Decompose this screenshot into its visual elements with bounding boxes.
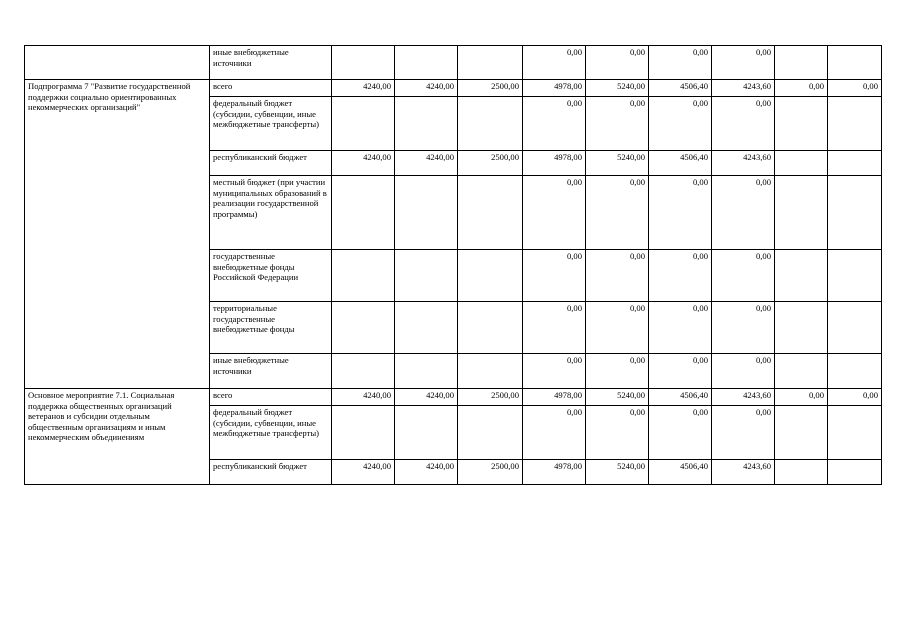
value-cell: [332, 250, 395, 302]
value-cell: 0,00: [586, 97, 649, 151]
value-cell: [458, 176, 523, 250]
value-cell: 4240,00: [395, 80, 458, 97]
funding-source-cell: федеральный бюджет (субсидии, субвенции, иные межбюджетные трансферты): [210, 97, 332, 151]
value-cell: 2500,00: [458, 80, 523, 97]
value-cell: 0,00: [712, 97, 775, 151]
value-cell: [458, 354, 523, 389]
value-cell: 0,00: [712, 46, 775, 80]
value-cell: [775, 97, 828, 151]
value-cell: [828, 354, 882, 389]
value-cell: [775, 354, 828, 389]
value-cell: 0,00: [586, 354, 649, 389]
value-cell: [775, 406, 828, 460]
value-cell: 4243,60: [712, 80, 775, 97]
value-cell: 4506,40: [649, 389, 712, 406]
value-cell: 4978,00: [523, 389, 586, 406]
value-cell: 4240,00: [395, 460, 458, 485]
value-cell: 0,00: [586, 302, 649, 354]
value-cell: [395, 97, 458, 151]
value-cell: 0,00: [586, 250, 649, 302]
value-cell: 0,00: [775, 80, 828, 97]
value-cell: 0,00: [712, 354, 775, 389]
value-cell: [828, 97, 882, 151]
value-cell: 0,00: [586, 406, 649, 460]
value-cell: [775, 250, 828, 302]
funding-source-cell: республиканский бюджет: [210, 460, 332, 485]
value-cell: 2500,00: [458, 389, 523, 406]
funding-source-cell: иные внебюджетные источники: [210, 354, 332, 389]
funding-source-cell: федеральный бюджет (субсидии, субвенции, иные межбюджетные трансферты): [210, 406, 332, 460]
value-cell: [828, 176, 882, 250]
value-cell: 4506,40: [649, 151, 712, 176]
value-cell: 4240,00: [332, 80, 395, 97]
value-cell: 0,00: [649, 354, 712, 389]
program-name-cell: Основное мероприятие 7.1. Социальная поддержка общественных организаций ветеранов и субсидии отдельным общественным организациям и иным некоммерческим объединениям: [25, 389, 210, 485]
value-cell: [775, 46, 828, 80]
funding-source-cell: государственные внебюджетные фонды Российской Федерации: [210, 250, 332, 302]
value-cell: 5240,00: [586, 80, 649, 97]
value-cell: [458, 97, 523, 151]
program-name-cell: [25, 46, 210, 80]
value-cell: 0,00: [586, 46, 649, 80]
value-cell: 0,00: [523, 354, 586, 389]
value-cell: [828, 460, 882, 485]
value-cell: [775, 176, 828, 250]
value-cell: 4978,00: [523, 460, 586, 485]
funding-source-cell: территориальные государственные внебюджетные фонды: [210, 302, 332, 354]
table-body: [25, 46, 882, 485]
value-cell: 0,00: [523, 97, 586, 151]
value-cell: 0,00: [586, 176, 649, 250]
value-cell: [775, 302, 828, 354]
value-cell: 4243,60: [712, 389, 775, 406]
value-cell: 0,00: [712, 406, 775, 460]
value-cell: 2500,00: [458, 151, 523, 176]
value-cell: [395, 176, 458, 250]
value-cell: 4978,00: [523, 151, 586, 176]
value-cell: 0,00: [828, 389, 882, 406]
value-cell: [332, 176, 395, 250]
value-cell: 4240,00: [332, 151, 395, 176]
value-cell: 4240,00: [395, 151, 458, 176]
value-cell: 4506,40: [649, 80, 712, 97]
value-cell: 0,00: [649, 176, 712, 250]
value-cell: [828, 46, 882, 80]
value-cell: 0,00: [523, 46, 586, 80]
value-cell: [828, 250, 882, 302]
value-cell: [395, 406, 458, 460]
value-cell: 5240,00: [586, 389, 649, 406]
value-cell: [332, 406, 395, 460]
value-cell: 0,00: [712, 250, 775, 302]
value-cell: [395, 250, 458, 302]
value-cell: 4243,60: [712, 460, 775, 485]
funding-source-cell: республиканский бюджет: [210, 151, 332, 176]
value-cell: 0,00: [712, 302, 775, 354]
funding-source-cell: всего: [210, 389, 332, 406]
value-cell: [332, 302, 395, 354]
value-cell: 4240,00: [395, 389, 458, 406]
value-cell: 0,00: [828, 80, 882, 97]
value-cell: 0,00: [523, 302, 586, 354]
value-cell: [458, 406, 523, 460]
funding-source-cell: местный бюджет (при участии муниципальных образований в реализации государственной программы): [210, 176, 332, 250]
value-cell: 0,00: [775, 389, 828, 406]
funding-source-cell: всего: [210, 80, 332, 97]
value-cell: 4240,00: [332, 460, 395, 485]
value-cell: [332, 46, 395, 80]
value-cell: 0,00: [649, 406, 712, 460]
value-cell: 4240,00: [332, 389, 395, 406]
value-cell: 5240,00: [586, 460, 649, 485]
value-cell: 4506,40: [649, 460, 712, 485]
budget-table: [24, 45, 882, 485]
value-cell: [775, 460, 828, 485]
value-cell: [828, 151, 882, 176]
value-cell: [458, 302, 523, 354]
value-cell: 4978,00: [523, 80, 586, 97]
value-cell: [458, 46, 523, 80]
table-row: [25, 389, 882, 406]
value-cell: [775, 151, 828, 176]
table-row: [25, 80, 882, 97]
program-name-cell: Подпрограмма 7 "Развитие государственной поддержки социально ориентированных некоммерческих организаций": [25, 80, 210, 389]
value-cell: [828, 302, 882, 354]
value-cell: 0,00: [649, 46, 712, 80]
value-cell: [395, 354, 458, 389]
value-cell: 0,00: [523, 176, 586, 250]
value-cell: 0,00: [649, 97, 712, 151]
value-cell: [395, 302, 458, 354]
value-cell: 4243,60: [712, 151, 775, 176]
value-cell: [332, 354, 395, 389]
table-row: [25, 46, 882, 80]
value-cell: 0,00: [712, 176, 775, 250]
value-cell: [332, 97, 395, 151]
value-cell: 0,00: [523, 250, 586, 302]
value-cell: 5240,00: [586, 151, 649, 176]
value-cell: [828, 406, 882, 460]
value-cell: [395, 46, 458, 80]
value-cell: 0,00: [649, 302, 712, 354]
value-cell: 0,00: [523, 406, 586, 460]
value-cell: 2500,00: [458, 460, 523, 485]
funding-source-cell: иные внебюджетные источники: [210, 46, 332, 80]
value-cell: 0,00: [649, 250, 712, 302]
value-cell: [458, 250, 523, 302]
